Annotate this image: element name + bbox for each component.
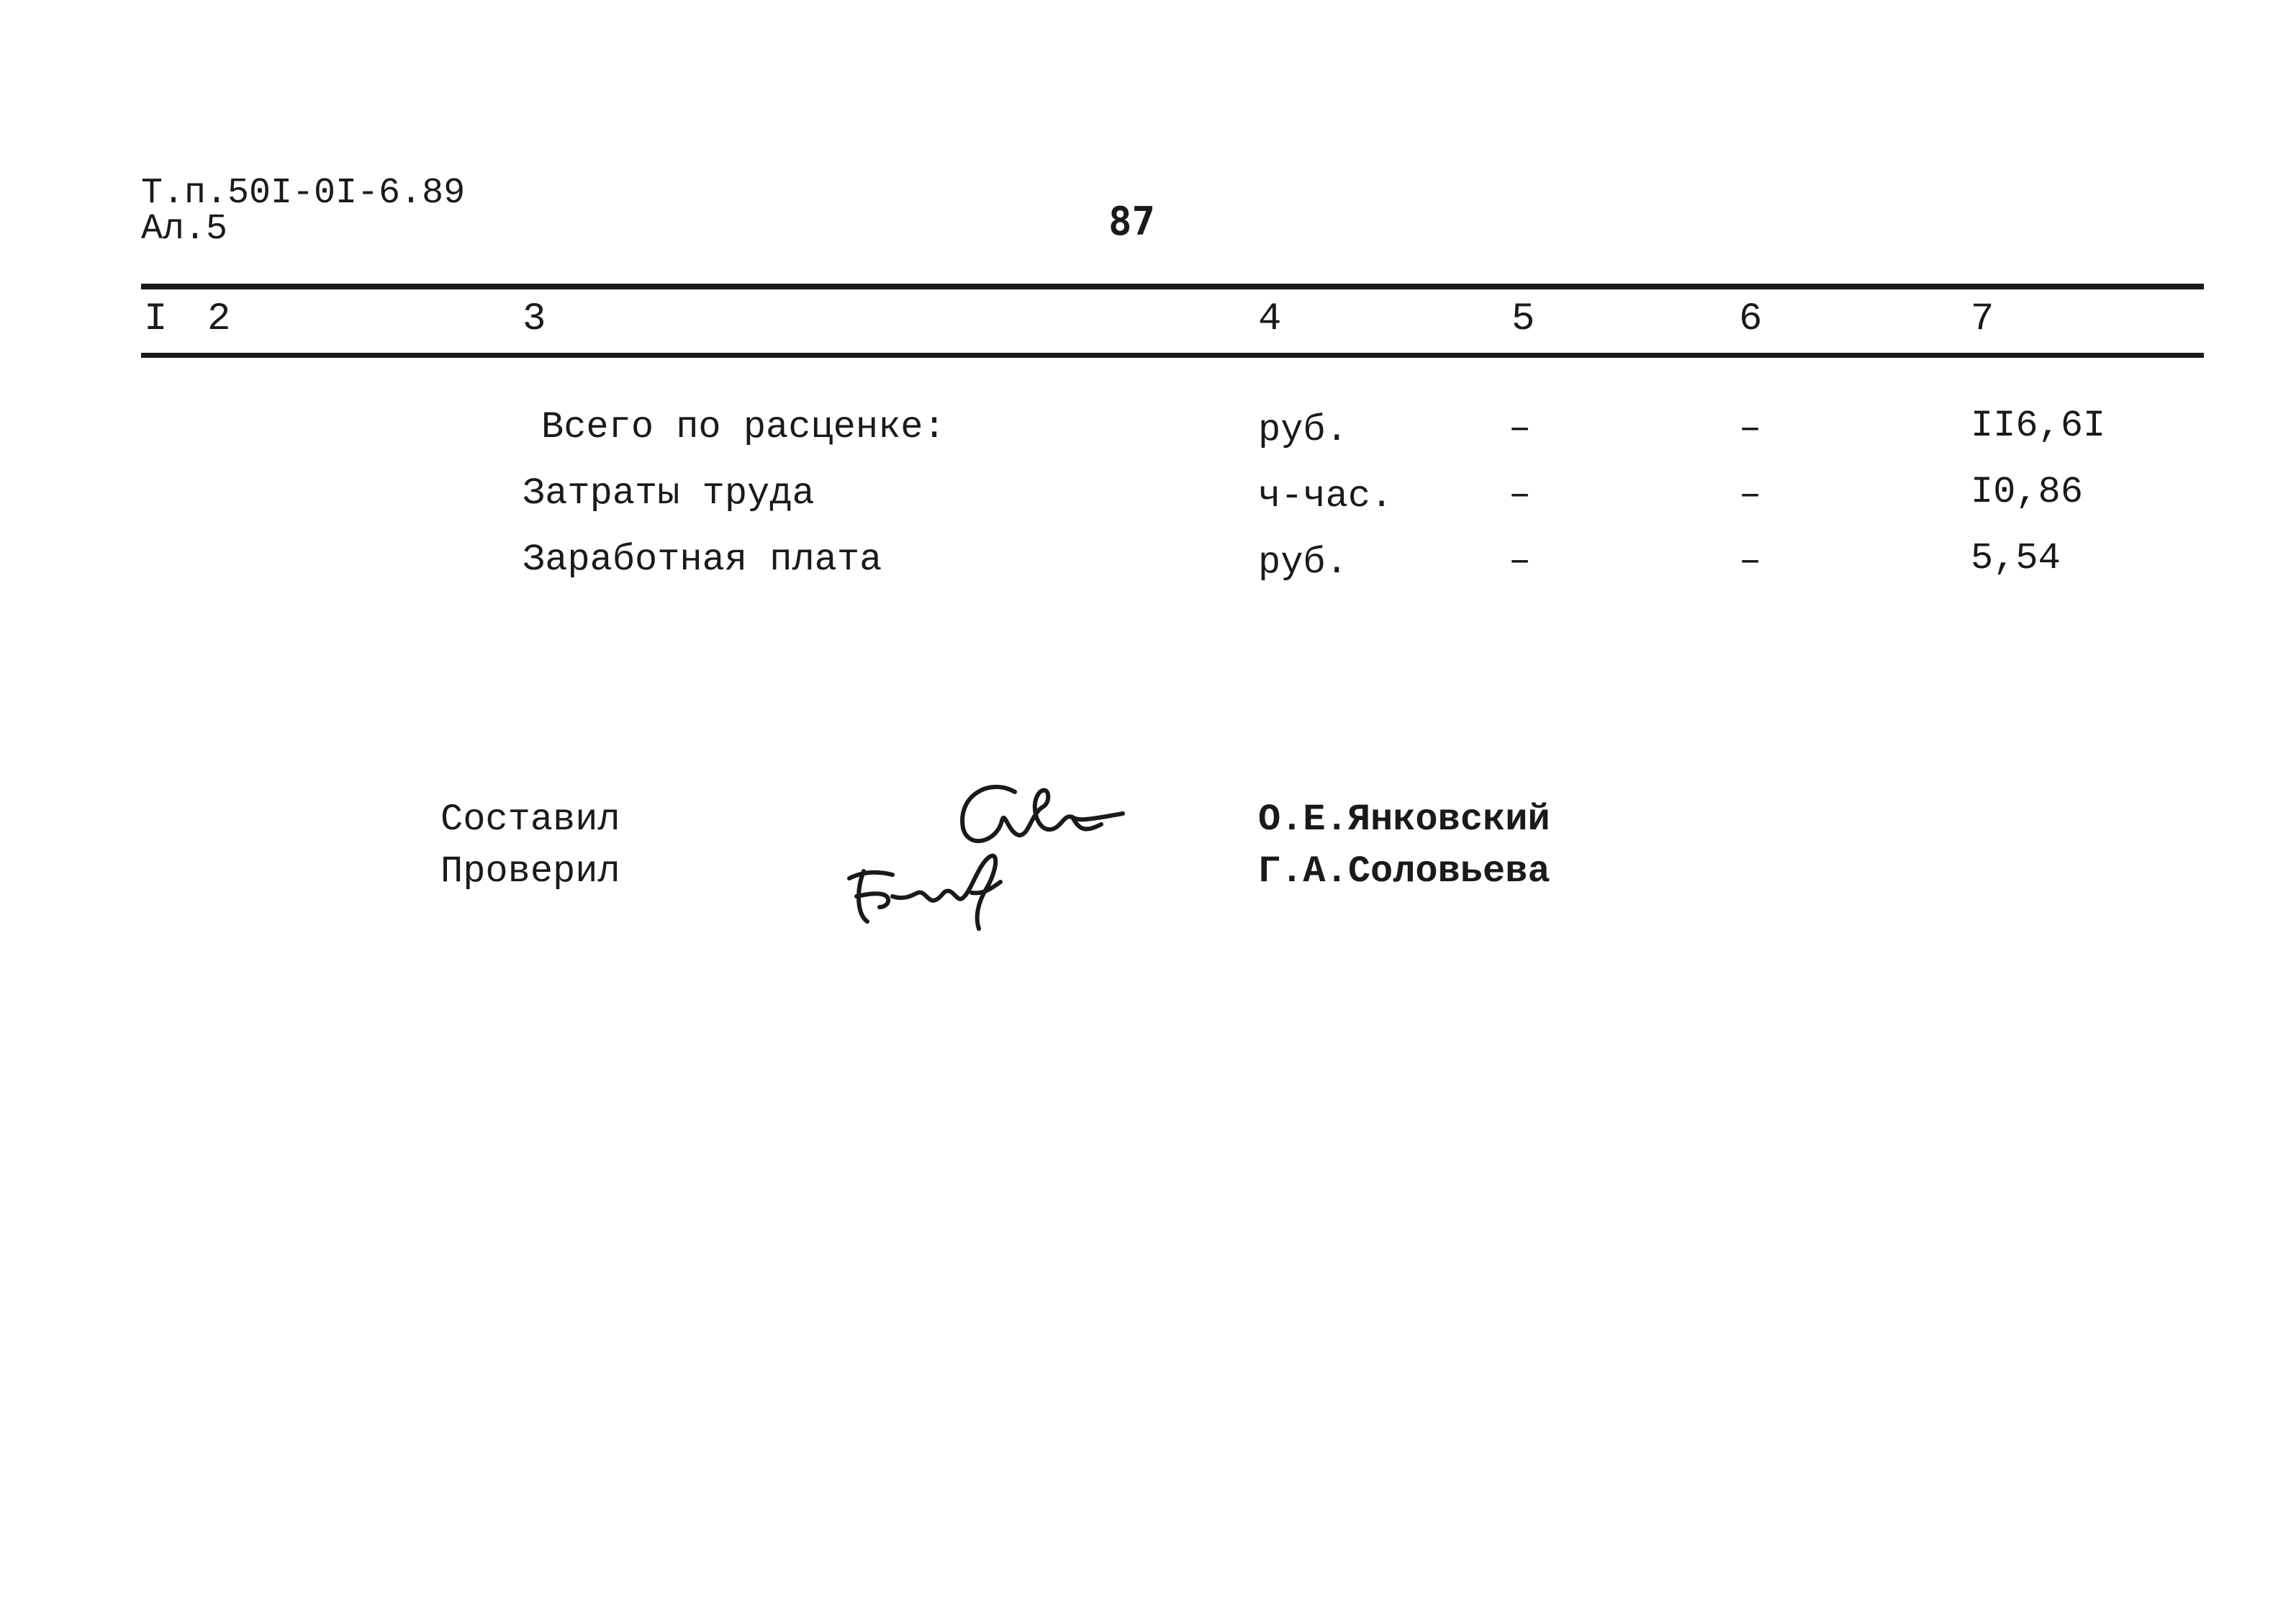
row-value: II6,6I	[1971, 405, 2106, 447]
column-number-2: 2	[207, 297, 231, 341]
row-unit: руб.	[1258, 409, 1348, 451]
row-name: Затраты труда	[523, 472, 815, 515]
signature-compiled-by	[962, 787, 1123, 841]
row-col5: –	[1509, 407, 1532, 450]
row-name: Заработная плата	[523, 539, 882, 581]
row-value: I0,86	[1971, 471, 2084, 513]
column-number-7: 7	[1971, 297, 1994, 341]
column-number-4: 4	[1258, 297, 1282, 341]
row-unit: руб.	[1258, 541, 1348, 584]
row-col5: –	[1509, 474, 1532, 516]
column-number-6: 6	[1739, 297, 1763, 341]
row-col6: –	[1739, 407, 1762, 450]
column-number-1: I	[144, 297, 168, 341]
row-name: Всего по расценке:	[541, 406, 946, 449]
checked-by-name: Г.А.Соловьева	[1258, 850, 1550, 893]
document-code-line-1: Т.п.50I-0I-6.89	[141, 173, 466, 214]
column-number-3: 3	[523, 297, 546, 341]
document-code-line-2: Ал.5	[141, 209, 228, 250]
column-number-5: 5	[1511, 297, 1535, 341]
compiled-by-name: О.Е.Янковский	[1258, 798, 1550, 841]
row-value: 5,54	[1971, 537, 2061, 580]
row-unit: ч-час.	[1258, 475, 1393, 518]
row-col5: –	[1509, 540, 1532, 582]
signature-checked-by	[849, 856, 1000, 929]
row-col6: –	[1739, 474, 1762, 516]
handwritten-signatures	[835, 763, 1152, 943]
page-number: 87	[1108, 199, 1156, 244]
compiled-by-label: Составил	[440, 798, 620, 841]
row-col6: –	[1739, 540, 1762, 582]
table-header-bottom-rule	[141, 353, 2204, 358]
document-code	[141, 173, 466, 250]
checked-by-label: Проверил	[440, 850, 620, 893]
table-top-rule	[141, 284, 2204, 289]
